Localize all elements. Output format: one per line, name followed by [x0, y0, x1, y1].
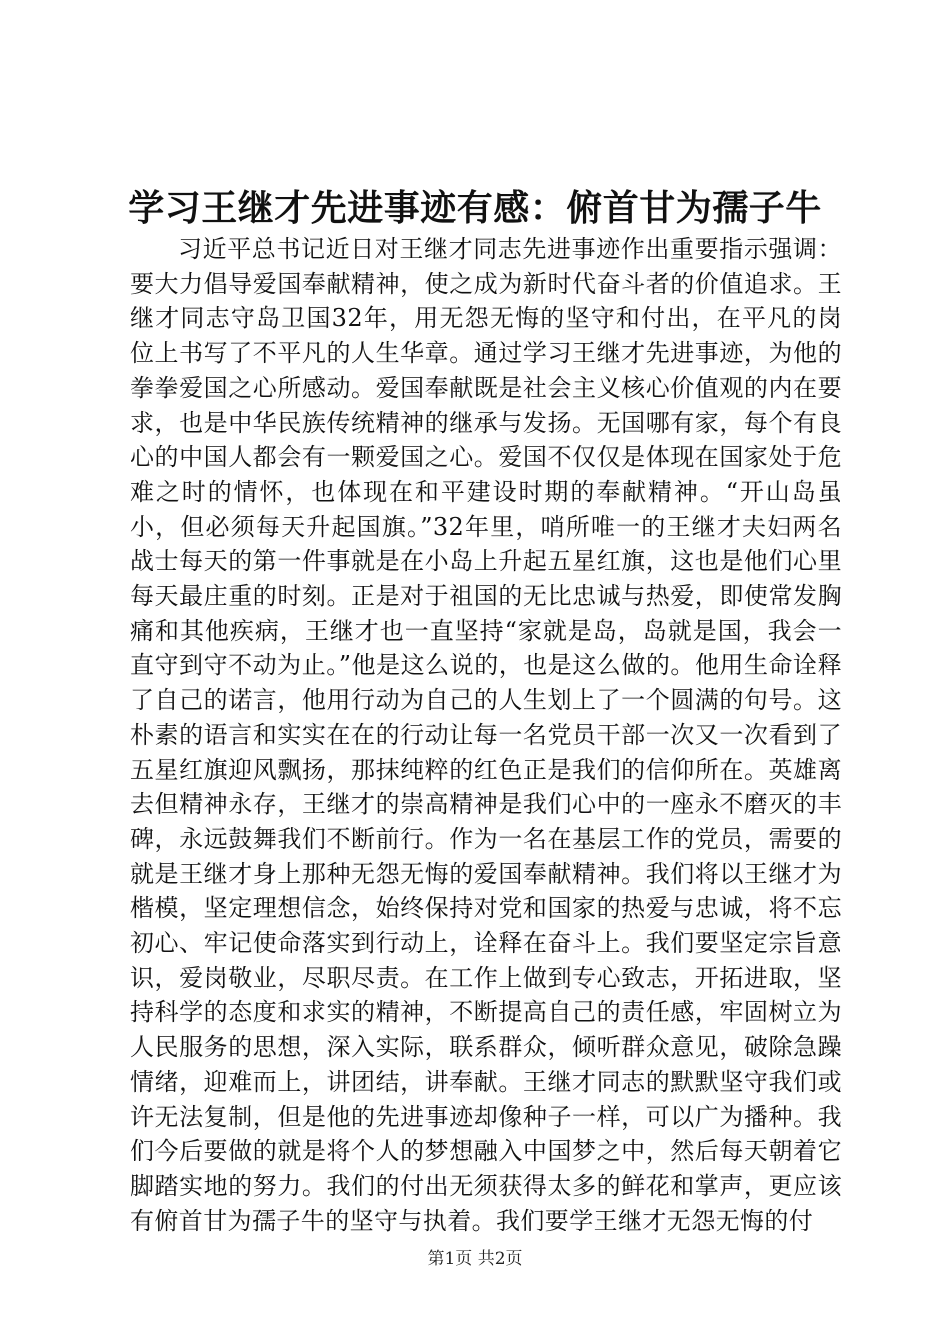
page-footer: 第1页 共2页: [427, 1249, 523, 1269]
document-title: 学习王继才先进事迹有感：俯首甘为孺子牛: [128, 188, 822, 229]
document-body: 习近平总书记近日对王继才同志先进事迹作出重要指示强调：要大力倡导爱国奉献精神，使之成为新时代奋斗者的价值追求。王继才同志守岛卫国32年，用无怨无悔的坚守和付出，在平凡的岗位上书写了不平凡的人生华章。通过学习王继才先进事迹，为他的拳拳爱国之心所感动。爱国奉献既是社会主义核心价值观的内在要求，也是中华民族传统精神的继承与发扬。无国哪有家，每个有良心的中国人都会有一颗爱国之心。爱国不仅仅是体现在国家处于危难之时的情怀，也体现在和平建设时期的奉献精神。“开山岛虽小，但必须每天升起国旗。”32年里，哨所唯一的王继才夫妇两名战士每天的第一件事就是在小岛上升起五星红旗，这也是他们心里每天最庄重的时刻。正是对于祖国的无比忠诚与热爱，即使常发胸痛和其他疾病，王继才也一直坚持“家就是岛，岛就是国，我会一直守到守不动为止。”他是这么说的，也是这么做的。他用生命诠释了自己的诺言，他用行动为自己的人生划上了一个圆满的句号。这朴素的语言和实实在在的行动让每一名党员干部一次又一次看到了五星红旗迎风飘扬，那抹纯粹的红色正是我们的信仰所在。英雄离去但精神永存，王继才的崇高精神是我们心中的一座永不磨灭的丰碑，永远鼓舞我们不断前行。作为一名在基层工作的党员，需要的就是王继才身上那种无怨无悔的爱国奉献精神。我们将以王继才为楷模，坚定理想信念，始终保持对党和国家的热爱与忠诚，将不忘初心、牢记使命落实到行动上，诠释在奋斗上。我们要坚定宗旨意识，爱岗敬业，尽职尽责。在工作上做到专心致志，开拓进取，坚持科学的态度和求实的精神，不断提高自己的责任感，牢固树立为人民服务的思想，深入实际，联系群众，倾听群众意见，破除急躁情绪，迎难而上，讲团结，讲奉献。王继才同志的默默坚守我们或许无法复制，但是他的先进事迹却像种子一样，可以广为播种。我们今后要做的就是将个人的梦想融入中国梦之中，然后每天朝着它脚踏实地的努力。我们的付出无须获得太多的鲜花和掌声，更应该有俯首甘为孺子牛的坚守与执着。我们要学王继才无怨无悔的付: [130, 235, 842, 1235]
